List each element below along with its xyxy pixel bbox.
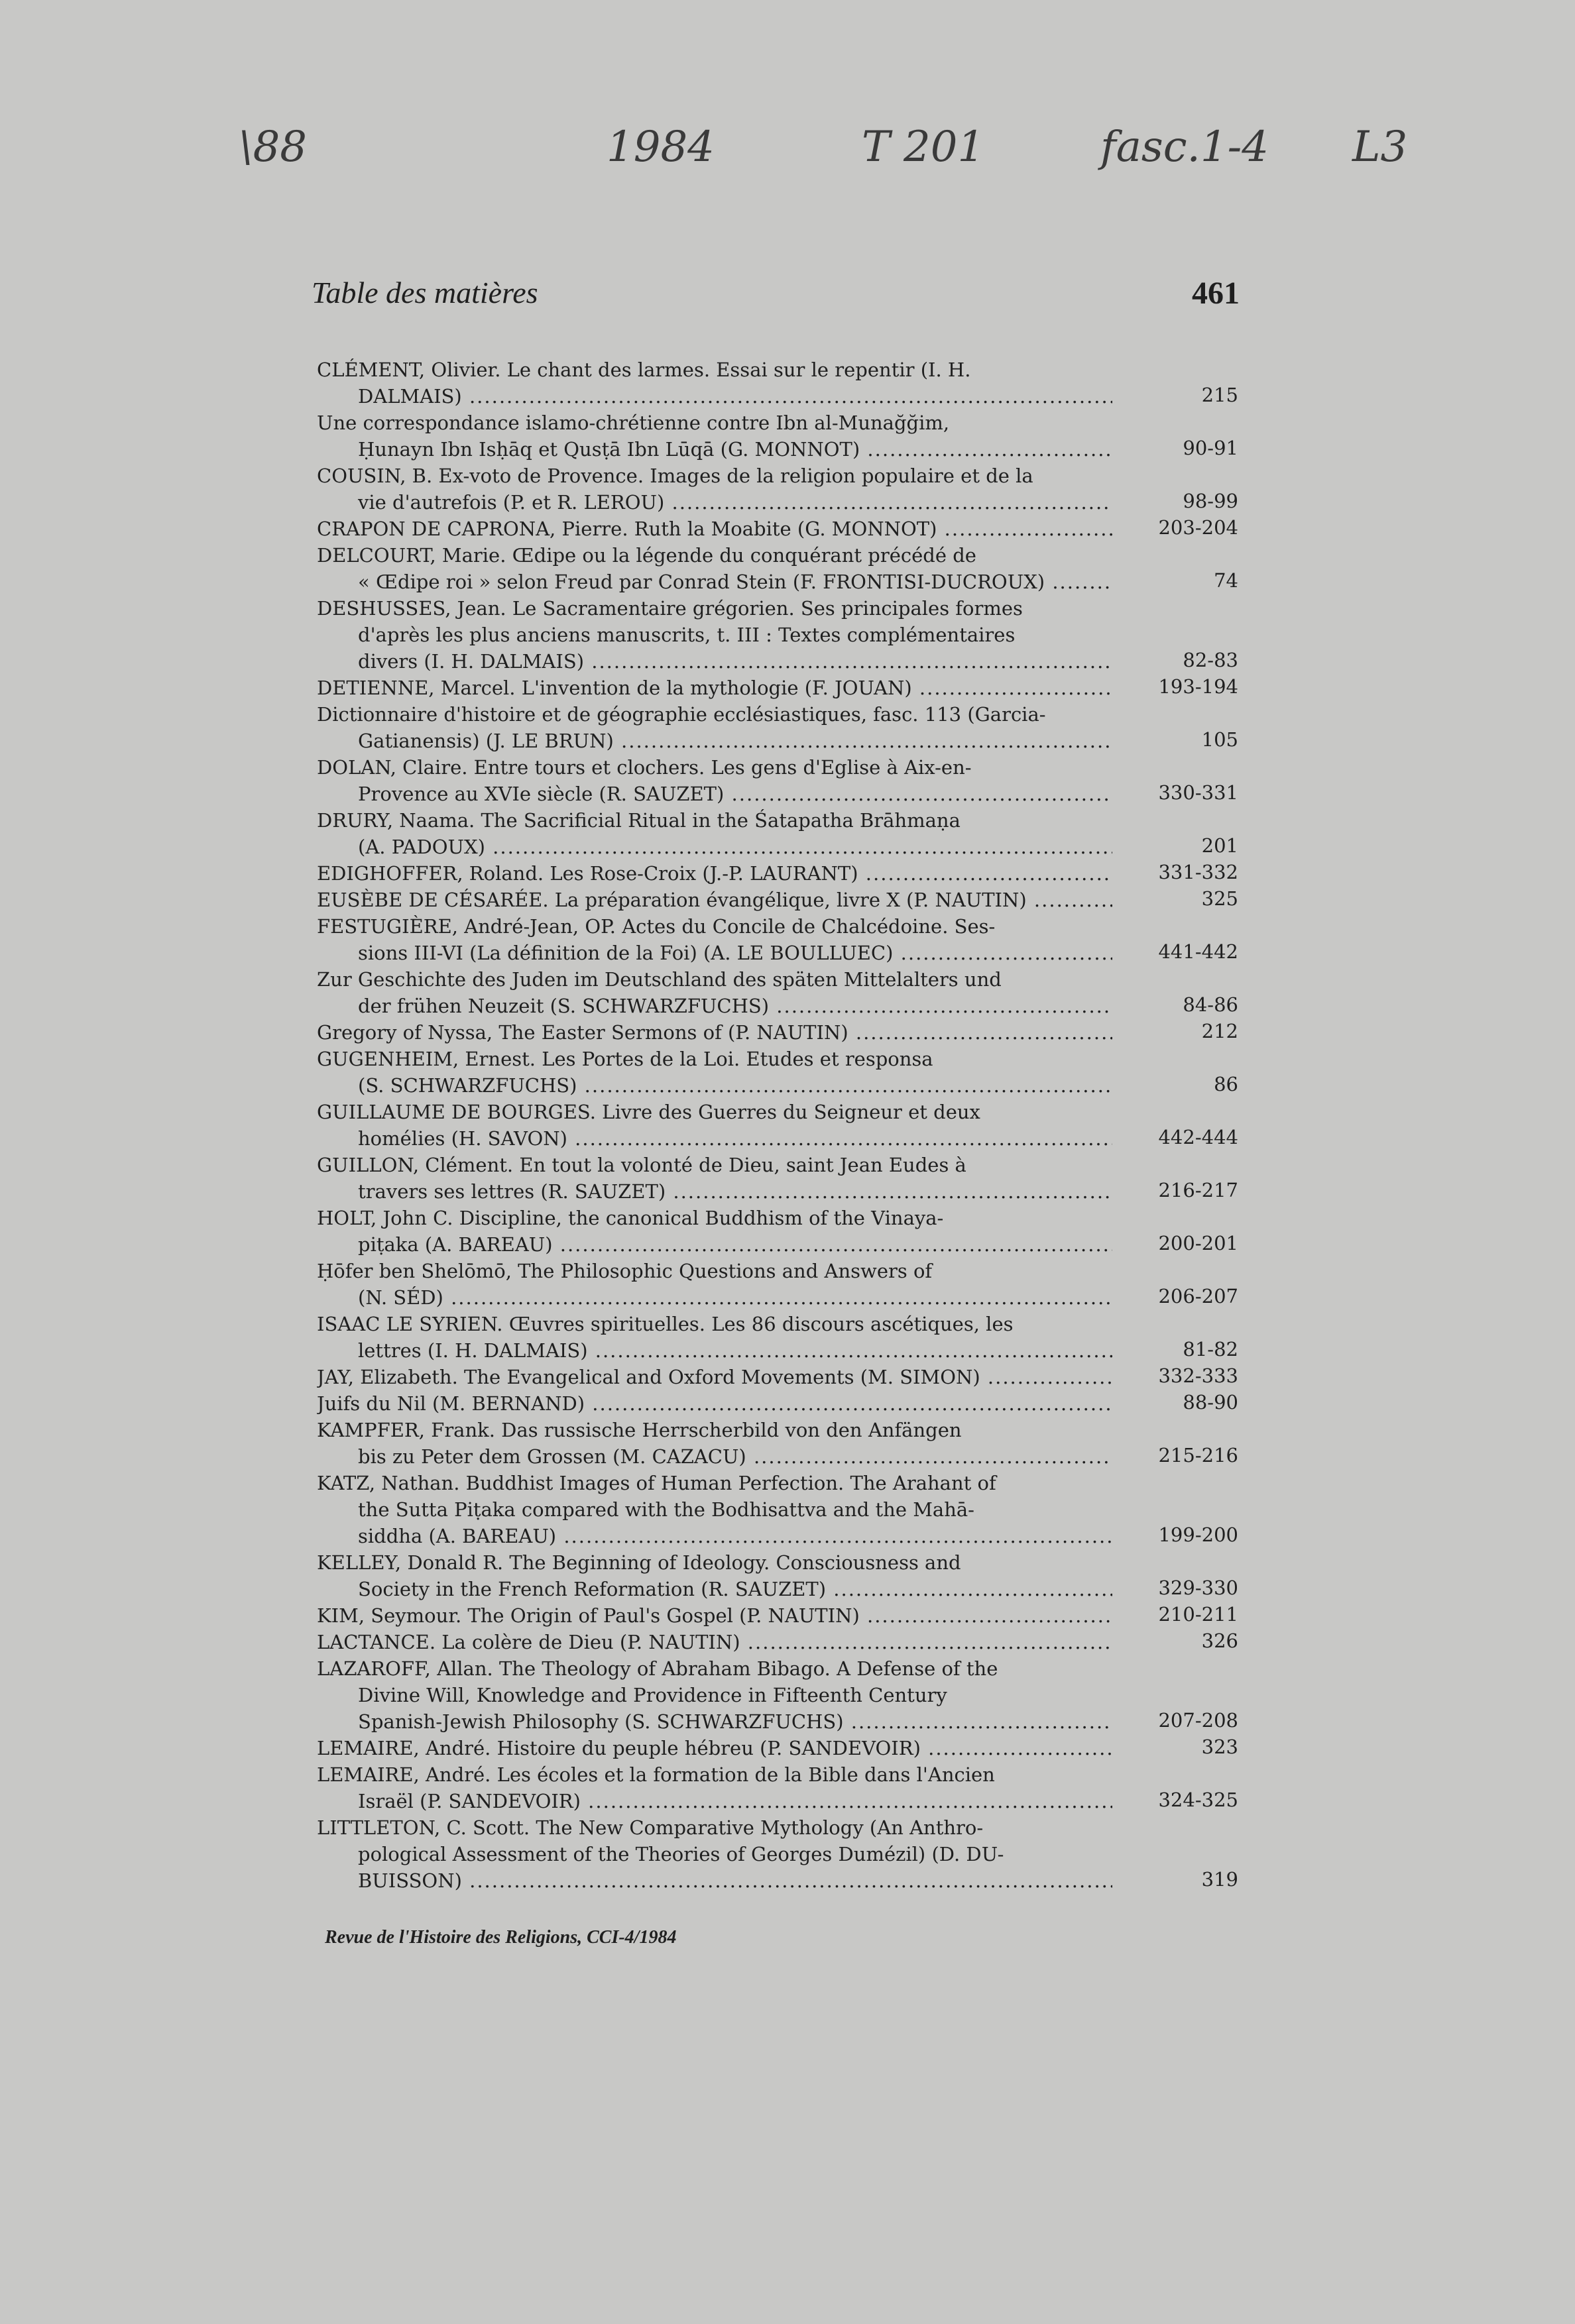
toc-entry — [317, 1364, 1238, 1390]
entry-pages: 216-217 — [1158, 1179, 1238, 1201]
entry-continuation: DALMAIS) ..... — [317, 383, 1112, 410]
entry-continuation: travers ses lettres (R. SAUZET) ..... — [317, 1178, 1112, 1205]
entry-pages: 88-90 — [1183, 1391, 1238, 1413]
entry-pages: 441-442 — [1158, 940, 1238, 963]
entry-title: KIM, Seymour. The Origin of Paul's Gospel (P. NAUTIN) ..... — [317, 1602, 1112, 1629]
entry-pages: 98-99 — [1183, 490, 1238, 512]
entry-title: CRAPON DE CAPRONA, Pierre. Ruth la Moabite (G. MONNOT) ..... — [317, 516, 1112, 542]
entry-title: DOLAN, Claire. Entre tours et clochers. Les gens d'Eglise à Aix-en- — [317, 756, 972, 779]
toc-entry — [317, 1549, 1238, 1602]
entry-pages: 84-86 — [1183, 993, 1238, 1016]
entry-pages: 201 — [1201, 834, 1238, 857]
entry-continuation: d'après les plus anciens manuscrits, t. III : Textes complémentaires — [358, 624, 1016, 646]
toc-entry — [317, 966, 1238, 1019]
entry-continuation: Gatianensis) (J. LE BRUN) ..... — [317, 728, 1112, 754]
toc-entry — [317, 1019, 1238, 1046]
toc-entry — [317, 463, 1238, 516]
toc-entry — [317, 1470, 1238, 1549]
toc-entry — [317, 913, 1238, 966]
entry-pages: 324-325 — [1158, 1789, 1238, 1811]
entry-title: DETIENNE, Marcel. L'invention de la mythologie (F. JOUAN) ..... — [317, 675, 1112, 701]
entry-pages: 74 — [1214, 569, 1238, 592]
entry-title: COUSIN, B. Ex-voto de Provence. Images de la religion populaire et de la — [317, 465, 1033, 487]
entry-continuation: « Œdipe roi » selon Freud par Conrad Stein (F. FRONTISI-DUCROUX) ..... — [317, 569, 1112, 595]
entry-continuation: Divine Will, Knowledge and Providence in Fifteenth Century — [358, 1684, 947, 1706]
entry-continuation: (A. PADOUX) ..... — [317, 834, 1112, 860]
entry-title: GUILLAUME DE BOURGES. Livre des Guerres du Seigneur et deux — [317, 1101, 980, 1123]
entry-pages: 330-331 — [1158, 781, 1238, 804]
entry-title: Ḥōfer ben Shelōmō, The Philosophic Questions and Answers of — [317, 1260, 933, 1282]
entry-title: Zur Geschichte des Juden im Deutschland des späten Mittelalters und — [317, 968, 1002, 991]
entry-title: HOLT, John C. Discipline, the canonical Buddhism of the Vinaya- — [317, 1207, 944, 1229]
entry-continuation: siddha (A. BAREAU) ..... — [317, 1523, 1112, 1549]
entry-pages: 325 — [1201, 887, 1238, 910]
toc-entry — [317, 754, 1238, 807]
entry-title: Juifs du Nil (M. BERNAND) ..... — [317, 1390, 1112, 1417]
page-number: 461 — [1192, 276, 1240, 311]
toc-entry — [317, 1046, 1238, 1099]
entry-continuation: sions III-VI (La définition de la Foi) (A. LE BOULLUEC) ..... — [317, 940, 1112, 966]
toc-entry — [317, 1311, 1238, 1364]
entry-continuation: pological Assessment of the Theories of Georges Dumézil) (D. DU- — [358, 1843, 1004, 1865]
entry-continuation: divers (I. H. DALMAIS) ..... — [317, 648, 1112, 675]
entry-continuation: the Sutta Piṭaka compared with the Bodhisattva and the Mahā- — [358, 1498, 974, 1521]
toc-entry — [317, 860, 1238, 887]
entry-pages: 323 — [1201, 1736, 1238, 1758]
entry-pages: 200-201 — [1158, 1232, 1238, 1254]
entry-continuation: homélies (H. SAVON) ..... — [317, 1125, 1112, 1152]
toc-entry — [317, 1761, 1238, 1814]
entry-pages: 212 — [1201, 1020, 1238, 1042]
toc-entry — [317, 1390, 1238, 1417]
toc-entry — [317, 1814, 1238, 1894]
entry-continuation: Provence au XVIe siècle (R. SAUZET) ..... — [317, 781, 1112, 807]
entry-title: CLÉMENT, Olivier. Le chant des larmes. Essai sur le repentir (I. H. — [317, 359, 971, 381]
entry-title: KATZ, Nathan. Buddhist Images of Human Perfection. The Arahant of — [317, 1472, 996, 1494]
handwritten-note-3: T 201 — [862, 123, 985, 172]
entry-continuation: Israël (P. SANDEVOIR) ..... — [317, 1788, 1112, 1814]
entry-title: KELLEY, Donald R. The Beginning of Ideology. Consciousness and — [317, 1551, 961, 1574]
entry-pages: 105 — [1201, 728, 1238, 751]
page-header — [312, 275, 1240, 321]
entry-title: EUSÈBE DE CÉSARÉE. La préparation évangélique, livre X (P. NAUTIN) ..... — [317, 887, 1112, 913]
handwritten-note-1: \88 — [239, 123, 307, 172]
entry-continuation: bis zu Peter dem Grossen (M. CAZACU) ..... — [317, 1443, 1112, 1470]
entry-continuation: Ḥunayn Ibn Isḥāq et Qusṭā Ibn Lūqā (G. MONNOT) ..... — [317, 436, 1112, 463]
entry-continuation: (S. SCHWARZFUCHS) ..... — [317, 1072, 1112, 1099]
entry-title: FESTUGIÈRE, André-Jean, OP. Actes du Concile de Chalcédoine. Ses- — [317, 915, 996, 938]
entry-continuation: Spanish-Jewish Philosophy (S. SCHWARZFUCHS) ..... — [317, 1708, 1112, 1735]
entry-continuation: (N. SÉD) ..... — [317, 1284, 1112, 1311]
toc-entry — [317, 1258, 1238, 1311]
entry-title: DELCOURT, Marie. Œdipe ou la légende du conquérant précédé de — [317, 544, 976, 567]
toc-entry — [317, 595, 1238, 675]
handwritten-note-4: fasc.1-4 — [1100, 123, 1269, 172]
entry-pages: 329-330 — [1158, 1577, 1238, 1599]
entry-pages: 90-91 — [1183, 437, 1238, 459]
toc-entry — [317, 1655, 1238, 1735]
entry-title: LAZAROFF, Allan. The Theology of Abraham Bibago. A Defense of the — [317, 1657, 998, 1680]
entry-title: EDIGHOFFER, Roland. Les Rose-Croix (J.-P. LAURANT) ..... — [317, 860, 1112, 887]
entry-pages: 207-208 — [1158, 1709, 1238, 1732]
entry-title: LEMAIRE, André. Les écoles et la formation de la Bible dans l'Ancien — [317, 1763, 995, 1786]
entry-continuation: BUISSON) ..... — [317, 1867, 1112, 1894]
entry-pages: 210-211 — [1158, 1603, 1238, 1626]
entry-title: LACTANCE. La colère de Dieu (P. NAUTIN) ..... — [317, 1629, 1112, 1655]
toc-entry — [317, 887, 1238, 913]
table-of-contents — [317, 357, 1238, 1894]
entry-pages: 82-83 — [1183, 649, 1238, 671]
entry-title: GUILLON, Clément. En tout la volonté de Dieu, saint Jean Eudes à — [317, 1154, 966, 1176]
toc-entry — [317, 357, 1238, 410]
entry-title: LITTLETON, C. Scott. The New Comparative Mythology (An Anthro- — [317, 1816, 984, 1839]
entry-pages: 206-207 — [1158, 1285, 1238, 1307]
toc-entry — [317, 1602, 1238, 1629]
entry-title: KAMPFER, Frank. Das russische Herrscherbild von den Anfängen — [317, 1419, 962, 1441]
entry-pages: 215-216 — [1158, 1444, 1238, 1466]
entry-title: JAY, Elizabeth. The Evangelical and Oxford Movements (M. SIMON) ..... — [317, 1364, 1112, 1390]
toc-entry — [317, 1099, 1238, 1152]
entry-title: LEMAIRE, André. Histoire du peuple hébreu (P. SANDEVOIR) ..... — [317, 1735, 1112, 1761]
toc-entry — [317, 807, 1238, 860]
entry-pages: 319 — [1201, 1868, 1238, 1891]
page-title: Table des matières — [312, 276, 538, 309]
entry-title: DESHUSSES, Jean. Le Sacramentaire grégorien. Ses principales formes — [317, 597, 1023, 620]
entry-pages: 86 — [1214, 1073, 1238, 1095]
entry-pages: 442-444 — [1158, 1126, 1238, 1148]
toc-entry — [317, 410, 1238, 463]
toc-entry — [317, 1152, 1238, 1205]
toc-entry — [317, 701, 1238, 754]
entry-pages: 203-204 — [1158, 516, 1238, 539]
toc-entry — [317, 1629, 1238, 1655]
entry-continuation: vie d'autrefois (P. et R. LEROU) ..... — [317, 489, 1112, 516]
entry-title: DRURY, Naama. The Sacrificial Ritual in the Śatapatha Brāhmaṇa — [317, 809, 961, 832]
handwritten-note-2: 1984 — [607, 123, 715, 172]
entry-title: Gregory of Nyssa, The Easter Sermons of (P. NAUTIN) ..... — [317, 1019, 1112, 1046]
entry-pages: 199-200 — [1158, 1523, 1238, 1546]
toc-entry — [317, 675, 1238, 701]
toc-entry — [317, 542, 1238, 595]
entry-continuation: der frühen Neuzeit (S. SCHWARZFUCHS) ..... — [317, 993, 1112, 1019]
entry-pages: 81-82 — [1183, 1338, 1238, 1360]
entry-pages: 326 — [1201, 1630, 1238, 1652]
entry-continuation: piṭaka (A. BAREAU) ..... — [317, 1231, 1112, 1258]
toc-entry — [317, 1417, 1238, 1470]
entry-title: Une correspondance islamo-chrétienne contre Ibn al-Munağğim, — [317, 412, 950, 434]
toc-entry — [317, 516, 1238, 542]
journal-footer: Revue de l'Histoire des Religions, CCI-4/1984 — [325, 1927, 677, 1948]
entry-continuation: Society in the French Reformation (R. SAUZET) ..... — [317, 1576, 1112, 1602]
handwritten-note-5: L3 — [1352, 123, 1408, 172]
entry-continuation: lettres (I. H. DALMAIS) ..... — [317, 1337, 1112, 1364]
toc-entry — [317, 1735, 1238, 1761]
entry-title: ISAAC LE SYRIEN. Œuvres spirituelles. Les 86 discours ascétiques, les — [317, 1313, 1014, 1335]
entry-title: Dictionnaire d'histoire et de géographie ecclésiastiques, fasc. 113 (Garcia- — [317, 703, 1046, 726]
toc-entry — [317, 1205, 1238, 1258]
entry-pages: 193-194 — [1158, 675, 1238, 698]
entry-title: GUGENHEIM, Ernest. Les Portes de la Loi. Etudes et responsa — [317, 1048, 933, 1070]
entry-pages: 332-333 — [1158, 1364, 1238, 1387]
entry-pages: 331-332 — [1158, 861, 1238, 883]
entry-pages: 215 — [1201, 384, 1238, 406]
